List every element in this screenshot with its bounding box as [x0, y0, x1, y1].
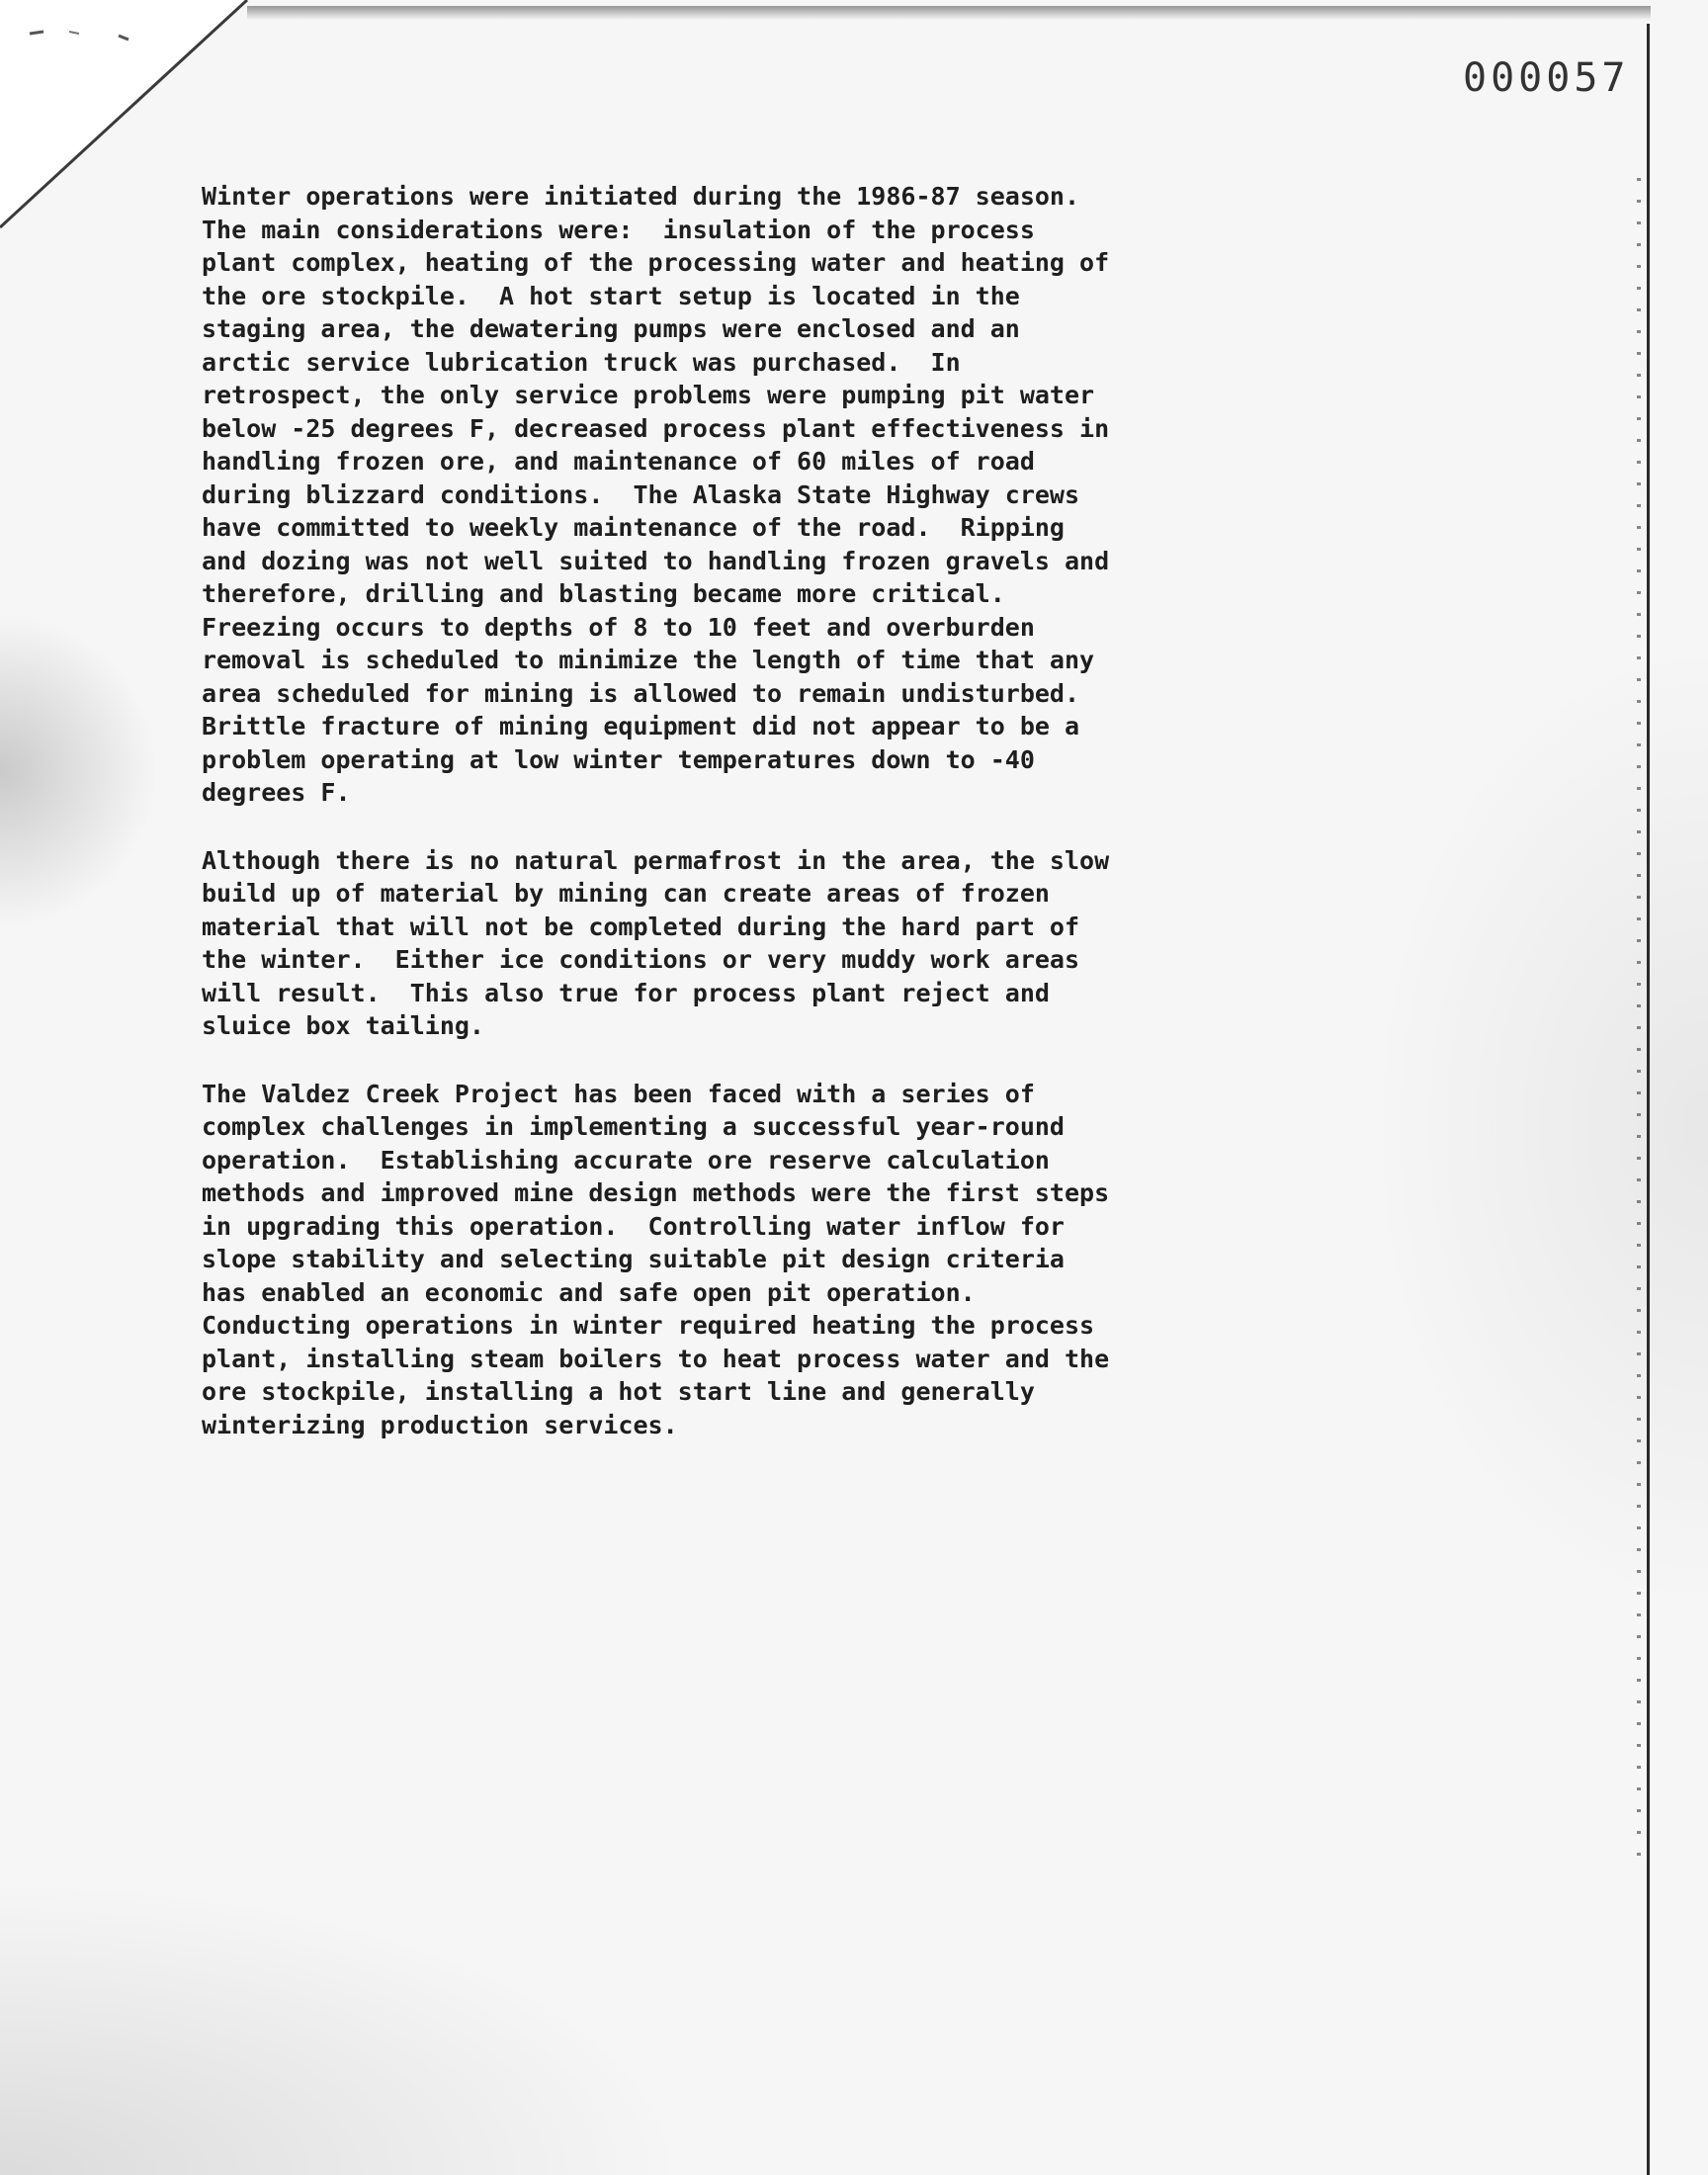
- text-line: handling frozen ore, and maintenance of 60 miles of road: [202, 447, 1035, 476]
- paragraph-valdez-creek-project: [202, 1078, 1447, 1442]
- text-line: arctic service lubrication truck was purchased. In: [202, 347, 961, 377]
- scan-top-edge: [247, 6, 1651, 20]
- text-line: operation. Establishing accurate ore reserve calculation: [202, 1145, 1050, 1174]
- text-line: removal is scheduled to minimize the length of time that any: [202, 646, 1095, 674]
- text-line: problem operating at low winter temperatures down to -40: [202, 744, 1035, 774]
- text-line: has enabled an economic and safe open pit operation.: [202, 1277, 976, 1307]
- text-line: the ore stockpile. A hot start setup is located in the: [202, 281, 1020, 310]
- page-right-border: [1647, 24, 1650, 2175]
- scan-shadow-bottom: [0, 1878, 692, 2175]
- paragraph-permafrost: [202, 844, 1447, 1043]
- text-line: the winter. Either ice conditions or very muddy work areas: [202, 945, 1080, 974]
- paragraph-winter-operations: [202, 180, 1447, 810]
- scan-speckle-right: [1637, 178, 1641, 1859]
- text-line: degrees F.: [202, 778, 351, 807]
- text-line: build up of material by mining can create areas of frozen: [202, 879, 1050, 908]
- text-line: The Valdez Creek Project has been faced with a series of: [202, 1079, 1035, 1108]
- text-line: plant, installing steam boilers to heat process water and the: [202, 1344, 1110, 1373]
- text-line: below -25 degrees F, decreased process plant effectiveness in: [202, 413, 1110, 443]
- page-number: 000057: [1463, 55, 1630, 101]
- scan-shadow-left: [0, 613, 158, 929]
- text-line: slope stability and selecting suitable pit design criteria: [202, 1245, 1065, 1273]
- text-line: retrospect, the only service problems were pumping pit water: [202, 381, 1095, 409]
- text-line: Freezing occurs to depths of 8 to 10 feet and overburden: [202, 612, 1035, 642]
- text-line: Conducting operations in winter required heating the process: [202, 1311, 1095, 1340]
- text-line: and dozing was not well suited to handling frozen gravels and: [202, 546, 1110, 575]
- text-line: will result. This also true for process plant reject and: [202, 978, 1050, 1007]
- text-line: material that will not be completed during the hard part of: [202, 912, 1080, 941]
- text-line: area scheduled for mining is allowed to remain undisturbed.: [202, 678, 1080, 708]
- text-line: Brittle fracture of mining equipment did not appear to be a: [202, 712, 1080, 740]
- text-line: The main considerations were: insulation of the process: [202, 215, 1035, 244]
- text-line: Although there is no natural permafrost in the area, the slow: [202, 845, 1110, 875]
- text-line: sluice box tailing.: [202, 1011, 484, 1040]
- text-line: have committed to weekly maintenance of the road. Ripping: [202, 513, 1065, 542]
- text-line: ore stockpile, installing a hot start line and generally: [202, 1377, 1035, 1406]
- text-line: therefore, drilling and blasting became more critical.: [202, 579, 1005, 608]
- body-text: [202, 180, 1447, 1476]
- text-line: winterizing production services.: [202, 1410, 678, 1439]
- text-line: plant complex, heating of the processing water and heating of: [202, 248, 1110, 277]
- text-line: Winter operations were initiated during the 1986-87 season.: [202, 182, 1080, 211]
- text-line: methods and improved mine design methods were the first steps: [202, 1178, 1110, 1207]
- text-line: during blizzard conditions. The Alaska State Highway crews: [202, 479, 1080, 509]
- text-line: staging area, the dewatering pumps were enclosed and an: [202, 314, 1020, 343]
- text-line: in upgrading this operation. Controlling water inflow for: [202, 1211, 1065, 1241]
- text-line: complex challenges in implementing a successful year-round: [202, 1112, 1065, 1141]
